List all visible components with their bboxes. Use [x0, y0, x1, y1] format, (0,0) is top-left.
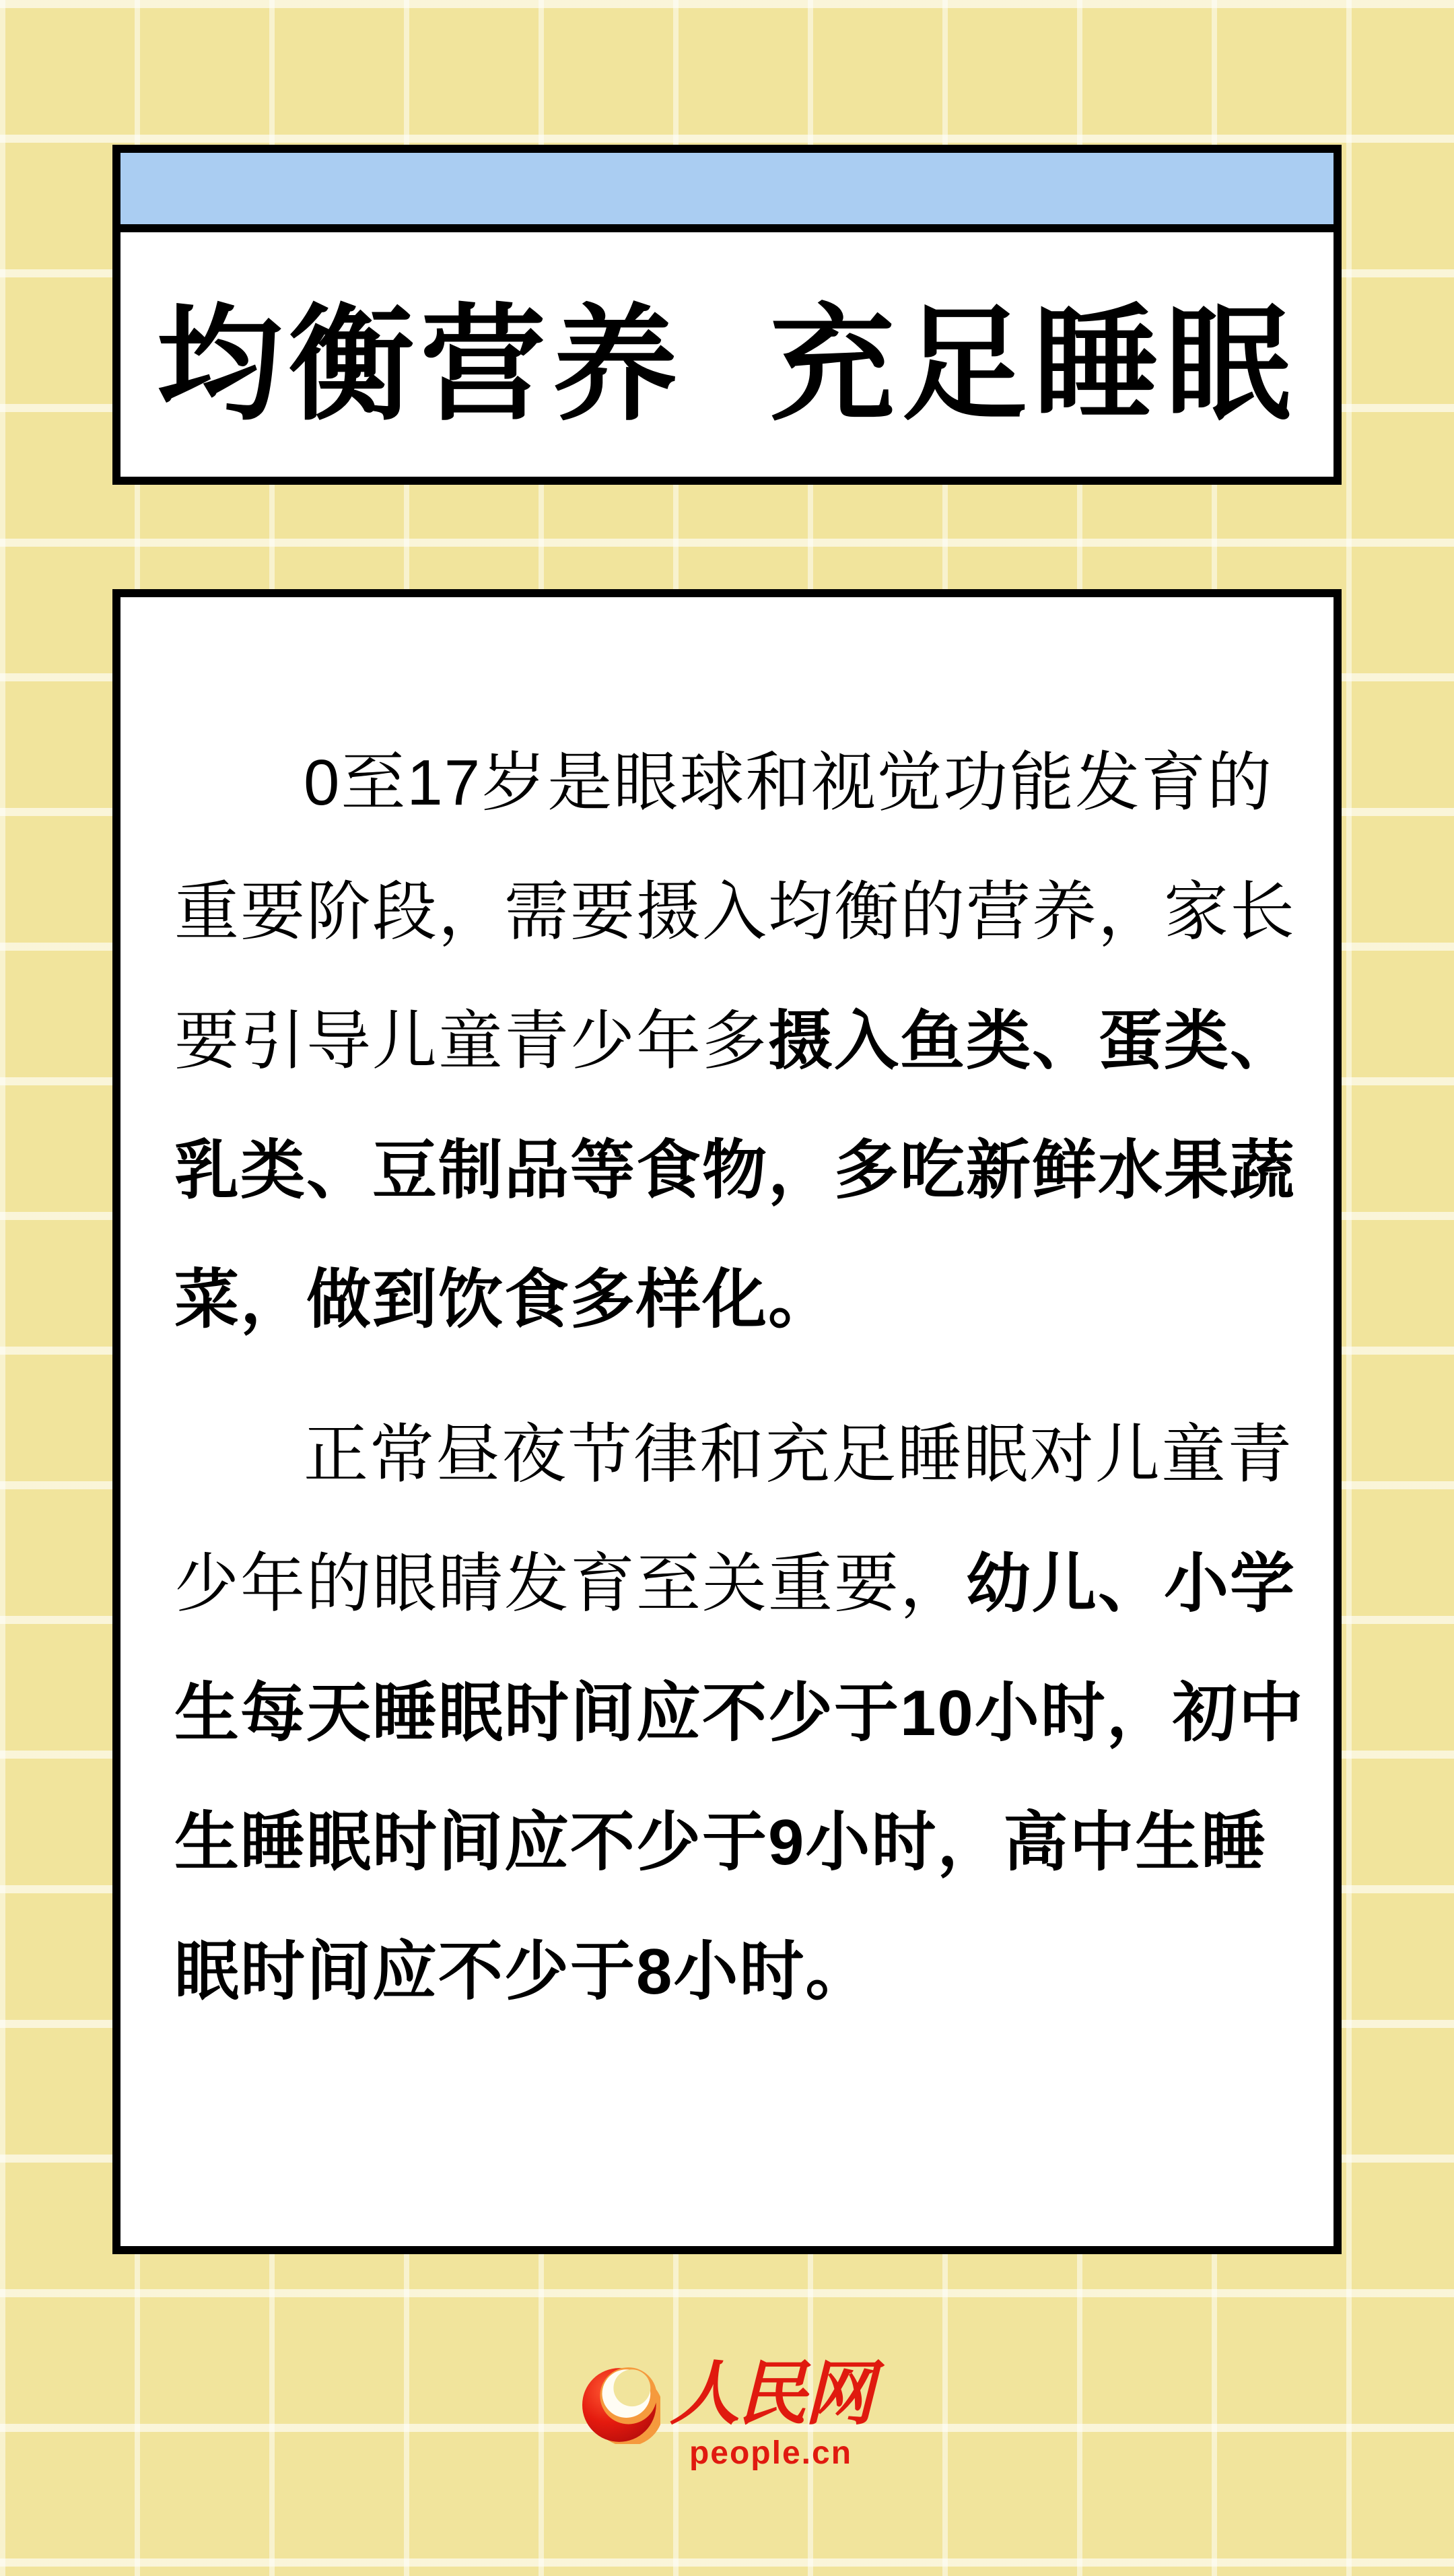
- text-line: [174, 1649, 1305, 1778]
- regular-text: 0至17岁是眼球和视觉功能发育的: [304, 747, 1274, 819]
- regular-text: 正常昼夜节律和充足睡眠对儿童青: [304, 1419, 1293, 1491]
- text-line: [174, 718, 1282, 848]
- poster-title: 均衡营养 充足睡眠: [156, 297, 1298, 436]
- emphasis-text: 乳类、豆制品等食物，多吃新鲜水果蔬: [174, 1134, 1296, 1207]
- emphasis-text: 菜，做到饮食多样化。: [174, 1264, 834, 1336]
- text-line: [174, 1778, 1282, 1907]
- text-line: [174, 977, 1296, 1106]
- text-line: [174, 848, 1296, 977]
- emphasis-text: 生每天睡眠时间应不少于10小时，初中: [174, 1677, 1305, 1749]
- publisher-logo-text: [670, 2355, 872, 2471]
- emphasis-text: 幼儿、小学: [966, 1548, 1296, 1620]
- text-line: [174, 1235, 1282, 1365]
- body-card: [112, 589, 1342, 2254]
- title-accent-bar: [120, 153, 1334, 232]
- publisher-logo: [0, 2355, 1454, 2471]
- title-card: [112, 145, 1342, 485]
- people-cn-logo-icon: [582, 2366, 660, 2444]
- body-text: [174, 718, 1305, 2037]
- emphasis-text: 摄入鱼类、蛋类、: [768, 1005, 1296, 1077]
- text-line: [174, 1106, 1296, 1235]
- text-line: [174, 1520, 1296, 1649]
- regular-text: 重要阶段，需要摄入均衡的营养，家长: [174, 876, 1296, 948]
- regular-text: 少年的眼睛发育至关重要，: [174, 1548, 966, 1620]
- text-line: [174, 1907, 1282, 2037]
- publisher-name-cn: 人民网: [669, 2356, 872, 2433]
- publisher-domain: people.cn: [689, 2435, 853, 2471]
- text-line: [174, 1390, 1293, 1520]
- regular-text: 要引导儿童青少年多: [174, 1005, 768, 1077]
- emphasis-text: 眠时间应不少于8小时。: [174, 1936, 872, 2008]
- emphasis-text: 生睡眠时间应不少于9小时，高中生睡: [174, 1806, 1268, 1878]
